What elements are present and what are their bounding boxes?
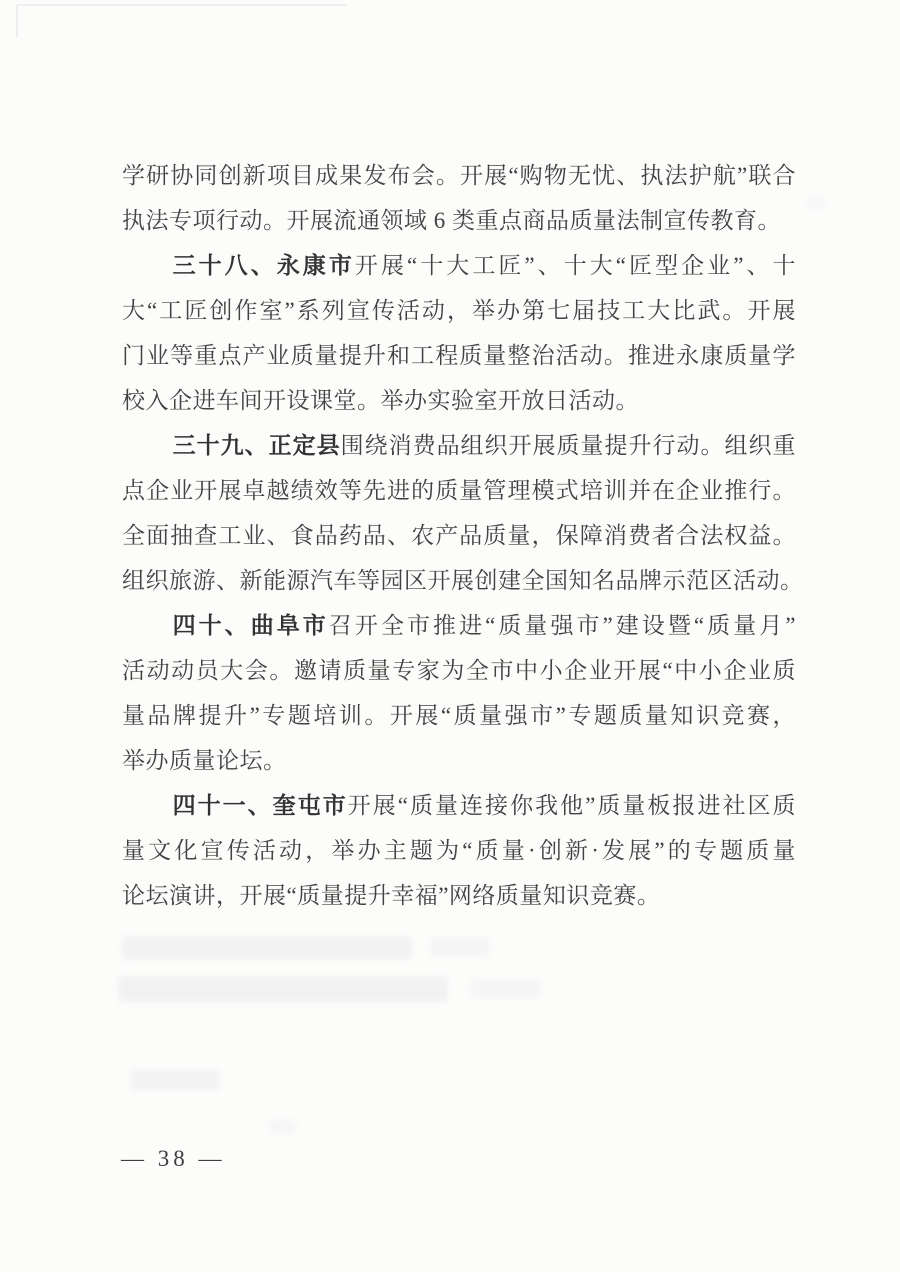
text-line-section-40: [122, 603, 796, 648]
scan-artifact-top-line: [17, 4, 347, 6]
text-line: [122, 198, 796, 243]
bleed-through-artifact: [806, 198, 826, 208]
line-text: 召开全市推进“质量强市”建设暨“质量月”: [328, 613, 797, 638]
text-line: [122, 558, 804, 603]
line-text: 全面抽查工业、食品药品、农产品质量，保障消费者合法权益。: [122, 523, 796, 548]
text-line: [122, 738, 796, 783]
bleed-through-artifact: [122, 936, 412, 960]
line-text: 量品牌提升”专题培训。开展“质量强市”专题质量知识竞赛，: [122, 703, 796, 728]
text-line: [122, 378, 796, 423]
scan-artifact-corner-line: [16, 5, 18, 37]
line-text: 围绕消费品组织开展质量提升行动。组织重: [340, 433, 797, 458]
text-line-section-41: [122, 783, 796, 828]
bleed-through-artifact: [118, 976, 448, 1002]
text-line-section-38: [122, 243, 796, 288]
document-body: [122, 153, 804, 918]
text-line: [122, 288, 796, 333]
line-text: 大“工匠创作室”系列宣传活动，举办第七届技工大比武。开展: [122, 298, 796, 323]
line-text: 学研协同创新项目成果发布会。开展“购物无忧、执法护航”联合: [122, 163, 796, 188]
bleed-through-artifact: [430, 938, 490, 956]
text-line: [122, 828, 796, 873]
line-text: 执法专项行动。开展流通领域 6 类重点商品质量法制宣传教育。: [122, 208, 781, 233]
line-text: 开展“十大工匠”、十大“匠型企业”、十: [354, 253, 797, 278]
text-line: [122, 153, 796, 198]
paragraph-heading-yongkang: 三十八、永康市: [172, 252, 355, 278]
text-line-section-39: [122, 423, 796, 468]
text-line: [122, 333, 796, 378]
page-number: — 38 —: [121, 1146, 226, 1171]
paragraph-heading-qufu: 四十、曲阜市: [172, 612, 329, 638]
paragraph-heading-kuitun: 四十一、奎屯市: [172, 792, 348, 818]
bleed-through-artifact: [130, 1070, 220, 1090]
text-line: [122, 648, 796, 693]
line-text: 举办质量论坛。: [122, 748, 287, 773]
line-text: 开展“质量连接你我他”质量板报进社区质: [347, 793, 797, 818]
text-line: [122, 693, 796, 738]
text-line: [122, 513, 796, 558]
bleed-through-artifact: [270, 1120, 296, 1134]
line-text: 点企业开展卓越绩效等先进的质量管理模式培训并在企业推行。: [122, 478, 796, 503]
line-text: 量文化宣传活动，举办主题为“质量·创新·发展”的专题质量: [122, 838, 796, 863]
text-line: [122, 873, 796, 918]
paragraph-heading-zhengding: 三十九、正定县: [172, 432, 341, 458]
bleed-through-artifact: [470, 980, 540, 998]
line-text: 活动动员大会。邀请质量专家为全市中小企业开展“中小企业质: [122, 658, 796, 683]
text-line: [122, 468, 796, 513]
line-text: 校入企进车间开设课堂。举办实验室开放日活动。: [122, 388, 639, 413]
line-text: 论坛演讲，开展“质量提升幸福”网络质量知识竞赛。: [122, 883, 661, 908]
line-text: 组织旅游、新能源汽车等园区开展创建全国知名品牌示范区活动。: [122, 568, 804, 593]
line-text: 门业等重点产业质量提升和工程质量整治活动。推进永康质量学: [122, 343, 796, 368]
